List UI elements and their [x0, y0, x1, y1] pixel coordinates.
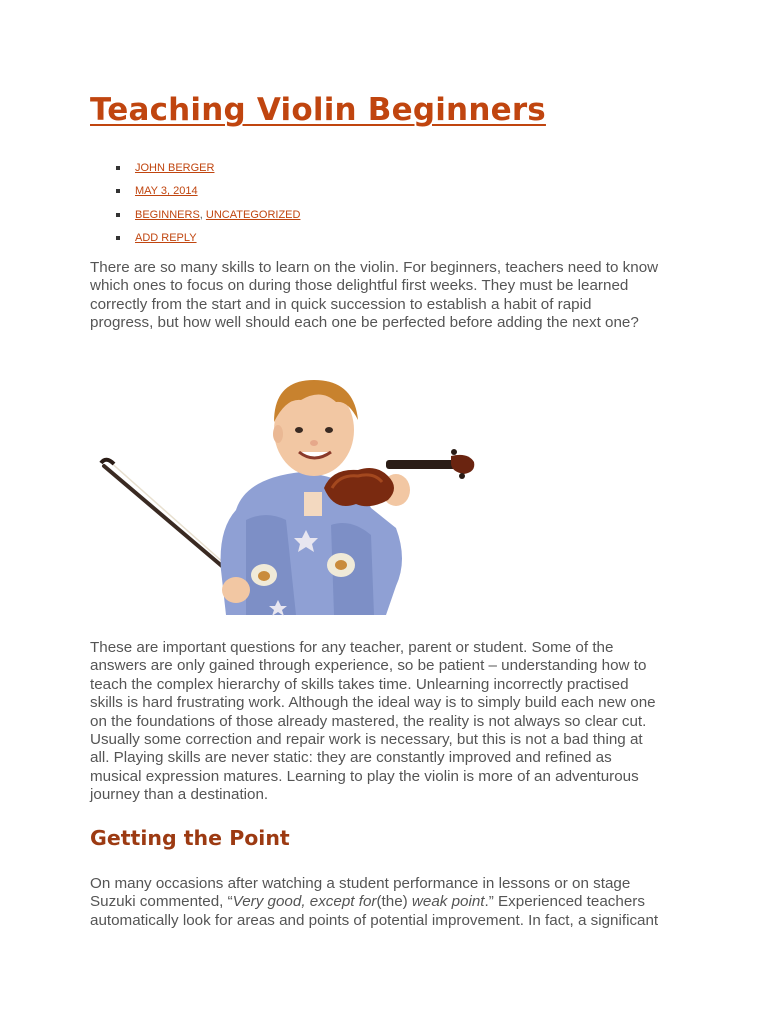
paragraph-line: which ones to focus on during those delightful first weeks. They must be learned [90, 277, 629, 295]
quote-suffix: .” Experienced teachers [484, 893, 645, 911]
paragraph-line: answers are only gained through experience, so be patient – understanding how to [90, 657, 647, 675]
article-title[interactable]: Teaching Violin Beginners [90, 92, 546, 128]
bullet-icon [116, 213, 120, 217]
meta-reply-item [90, 228, 300, 251]
section-paragraph [90, 875, 690, 930]
paragraph-line: journey than a destination. [90, 786, 269, 804]
paragraph-line: correctly from the start and in quick succession to establish a habit of rapid [90, 295, 592, 313]
paragraph-line: Usually some correction and repair work is necessary, but this is not a bad thing at [90, 731, 643, 749]
body-paragraph [90, 639, 690, 805]
paragraph-line: These are important questions for any teacher, parent or student. Some of the [90, 639, 614, 656]
bullet-icon [116, 166, 120, 170]
category-separator: , [199, 208, 203, 221]
category-link-uncategorized[interactable]: UNCATEGORIZED [205, 208, 301, 221]
meta-date-item [90, 181, 300, 204]
quote-italic-text: weak point [411, 893, 485, 911]
section-heading: Getting the Point [90, 826, 290, 850]
author-link[interactable]: JOHN BERGER [135, 162, 215, 174]
child-violin-photo [96, 360, 488, 622]
paragraph-line-quote [90, 893, 690, 911]
paragraph-line: on the foundations of those already mastered, the reality is not always so clear cut. [90, 712, 647, 730]
paragraph-line: automatically look for areas and points of potential improvement. In fact, a significant [90, 911, 659, 929]
paragraph-line: musical expression matures. Learning to play the violin is more of an adventurous [90, 767, 639, 785]
meta-categories-item [90, 205, 300, 228]
date-link[interactable]: MAY 3, 2014 [135, 185, 198, 198]
post-meta-list [90, 158, 300, 251]
bow-icon [101, 460, 241, 579]
meta-author-item [90, 158, 300, 181]
bullet-icon [116, 189, 120, 193]
paragraph-line: teach the complex hierarchy of skills takes time. Unlearning incorrectly practised [90, 675, 629, 693]
paragraph-line: all. Playing skills are never static: they are constantly improved and refined as [90, 749, 612, 767]
paragraph-line: There are so many skills to learn on the violin. For beginners, teachers need to know [90, 259, 659, 276]
add-reply-link[interactable]: ADD REPLY [135, 231, 197, 244]
intro-paragraph [90, 259, 690, 333]
category-link-beginners[interactable]: BEGINNERS [135, 208, 200, 221]
quote-italic-text: Very good, except for [232, 893, 377, 911]
quote-plain-text: (the) [376, 893, 412, 911]
paragraph-line: progress, but how well should each one be perfected before adding the next one? [90, 314, 639, 332]
paragraph-line: skills is hard frustrating work. Although the ideal way is to simply build each new one [90, 694, 656, 712]
quote-prefix: Suzuki commented, “ [90, 893, 233, 911]
paragraph-line: On many occasions after watching a student performance in lessons or on stage [90, 875, 631, 892]
bullet-icon [116, 236, 120, 240]
